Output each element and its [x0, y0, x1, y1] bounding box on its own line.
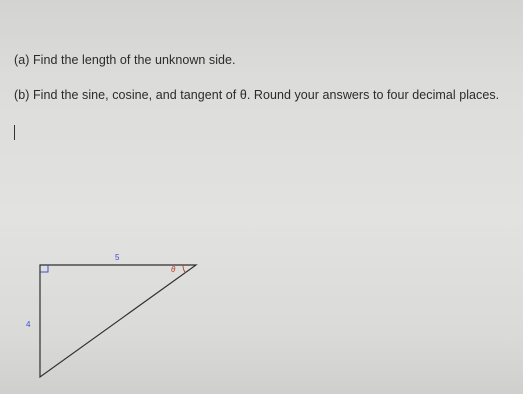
- angle-arc: [183, 265, 186, 273]
- triangle-outline: [40, 265, 196, 377]
- question-part-b: (b) Find the sine, cosine, and tangent of θ. Round your answers to four decimal places.: [14, 88, 500, 102]
- right-angle-marker: [40, 265, 48, 272]
- question-part-a: (a) Find the length of the unknown side.: [14, 53, 236, 67]
- theta-angle-label: θ: [171, 265, 176, 274]
- left-side-label: 4: [26, 320, 31, 329]
- top-side-label: 5: [115, 253, 120, 262]
